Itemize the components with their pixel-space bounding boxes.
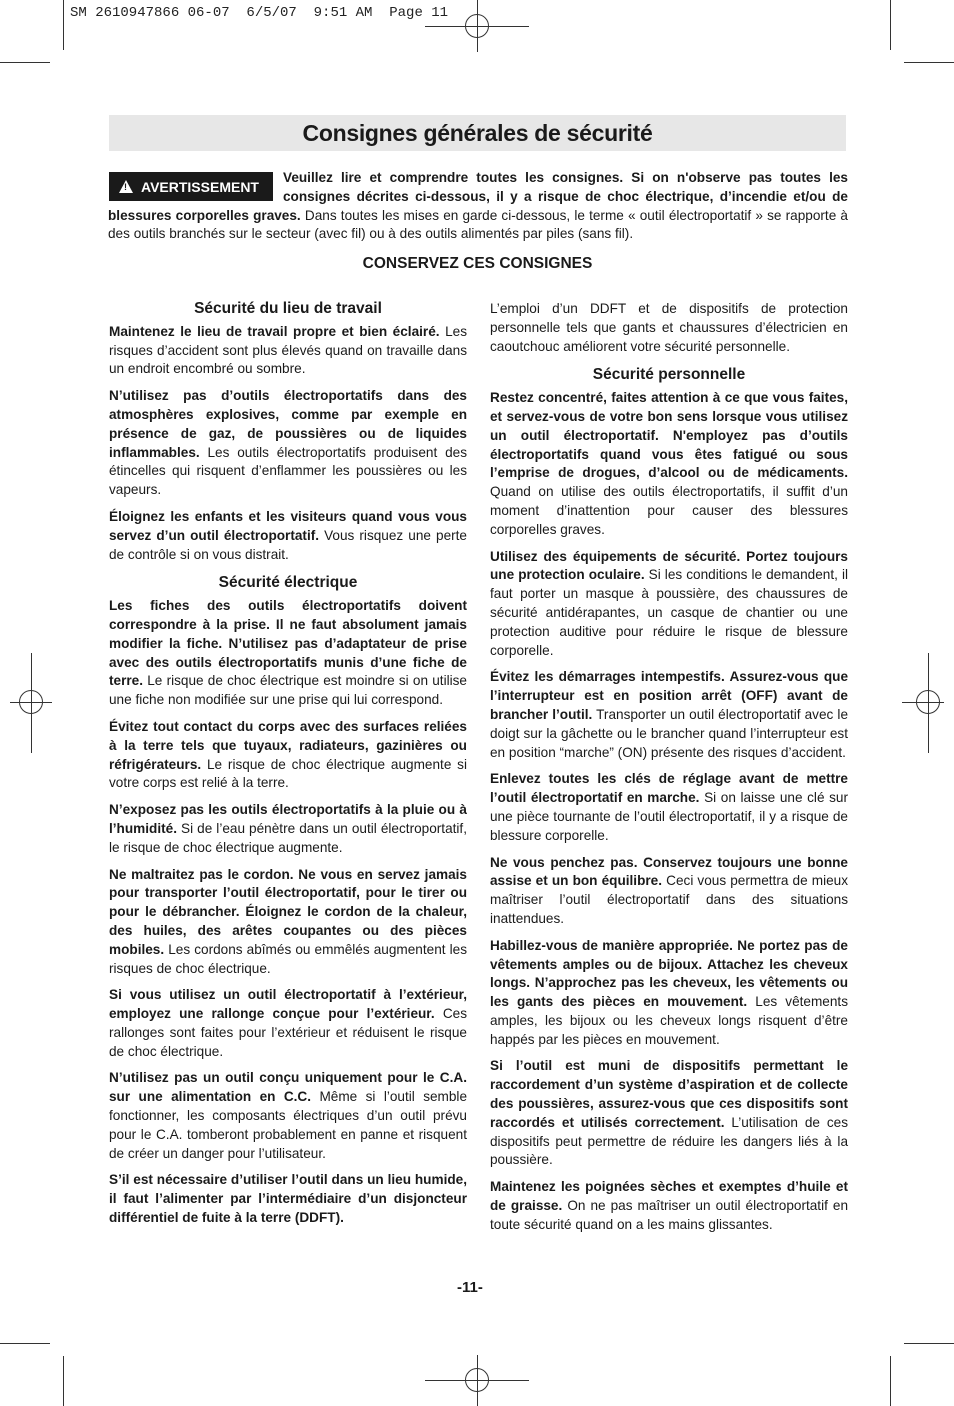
paragraph: Habillez-vous de manière appropriée. Ne portez pas de vêtements amples ou de bijoux. Attachez les cheveux longs. N’approchez pas les cheveux, les vêtements ou les gants des pièces en mouvement. Les vêtements amples, les bijoux ou les cheveux longs risquent d’être happés par les pièces en mouvement.	[490, 937, 849, 1047]
paragraph: Si vous utilisez un outil électroportatif à l’extérieur, employez une rallonge conçue pour l’extérieur. Ces rallonges sont faites pour l’extérieur et réduisent le risque de choc électrique.	[109, 987, 467, 1059]
page-number: -11-	[457, 1279, 483, 1296]
crop-mark	[63, 1356, 64, 1406]
paragraph: N’exposez pas les outils électroportatifs à la pluie ou à l’humidité. Si de l’eau pénètre dans un outil électroportatif, le risque de choc électrique augmente.	[109, 802, 467, 855]
paragraph: Évitez les démarrages intempestifs. Assurez-vous que l’interrupteur est en position arrêt (OFF) avant de brancher l’outil. Transporter un outil électroportatif avec le doigt sur la gâchette ou le brancher quand l’interrupteur est en position “marche” (ON) présente des risques d’accident.	[490, 669, 849, 760]
section-heading-personal: Sécurité personnelle	[592, 366, 746, 384]
warning-text: Dans toutes les mises en garde ci-dessous, le terme « outil électroportatif » se rapporte à des outils branchés sur le secteur (avec fil) ou à des outils alimentés par piles (sans fil).	[108, 207, 848, 242]
warning-badge	[109, 172, 273, 201]
paragraph: L’emploi d’un DDFT et de dispositifs de protection personnelle tels que gants et chaussures d’électricien en caoutchouc améliorent votre sécurité personnelle.	[490, 301, 848, 354]
crop-mark	[890, 0, 891, 50]
crop-mark	[904, 62, 954, 63]
registration-circle	[465, 1368, 489, 1392]
paragraph: Maintenez le lieu de travail propre et bien éclairé. Les risques d’accident sont plus élevés quand on travaille dans un endroit encombré ou sombre.	[109, 323, 467, 377]
warning-bold-text: Veuillez lire et comprendre toutes les consignes. Si on n'observe pas toutes les consignes décrites ci-dessous, il y a risque de choc électrique, d’incendie et/ou de blessures corporelles graves.	[108, 170, 848, 223]
crop-mark	[0, 62, 50, 63]
section-heading-work-area: Sécurité du lieu de travail	[194, 300, 382, 317]
section-heading-electrical: Sécurité électrique	[218, 574, 358, 592]
warning-badge-label: AVERTISSEMENT	[141, 178, 259, 195]
paragraph: Restez concentré, faites attention à ce que vous faites, et servez-vous de votre bon sens lorsque vous utilisez un outil électroportatif. N'employez pas d’outils électroportatifs quand vous êtes fatigué ou sous l’emprise de drogues, d’alcool ou de médicaments. Quand on utilise des outils électroportatifs, il suffit d’un moment d’inattention pour causer des blessures corporelles graves.	[490, 390, 848, 537]
registration-circle	[19, 690, 43, 714]
print-slug: SM 2610947866 06-07 6/5/07 9:51 AM Page 11	[70, 5, 449, 21]
registration-circle	[916, 690, 940, 714]
paragraph: Enlevez toutes les clés de réglage avant de mettre l’outil électroportatif en marche. Si on laisse une clé sur une pièce tournante de l’outil électroportatif, il y a risque de blessure corporelle.	[490, 771, 848, 843]
paragraph: Si l’outil est muni de dispositifs permettant le raccordement d’un système d’aspiration et de collecte des poussières, assurez-vous que ces dispositifs sont raccordés et utilisés correctement. L’utilisation de ces dispositifs peut permettre de réduire les dangers liés à la poussière.	[490, 1058, 848, 1168]
paragraph: Les fiches des outils électroportatifs doivent correspondre à la prise. Il ne faut absolument jamais modifier la fiche. N’utilisez pas d’adaptateur de prise avec des outils électroportatifs munis d’une fiche de terre. Le risque de choc électrique est moindre si on utilise une fiche non modifiée sur une prise qui lui correspond.	[109, 598, 467, 708]
page-title: Consignes générales de sécurité	[302, 119, 653, 146]
crop-mark	[904, 1343, 954, 1344]
paragraph: Évitez tout contact du corps avec des surfaces reliées à la terre tels que tuyaux, radiateurs, gazinières ou réfrigérateurs. Le risque de choc électrique augmente si votre corps est relié à la terre.	[109, 718, 467, 791]
crop-mark	[890, 1356, 891, 1406]
paragraph: Utilisez des équipements de sécurité. Portez toujours une protection oculaire. Si les conditions le demandent, il faut porter un masque à poussière, des chaussures de sécurité antidérapantes, un casque de chantier ou une protection auditive pour réduire le risque de blessure corporelle.	[490, 548, 848, 658]
paragraph: Maintenez les poignées sèches et exemptes d’huile et de graisse. On ne pas maîtriser un outil électroportatif en toute sécurité quand on a les mains glissantes.	[490, 1179, 849, 1232]
right-column	[490, 300, 848, 1243]
paragraph: Ne maltraitez pas le cordon. Ne vous en servez jamais pour transporter l’outil électroportatif, pour le tirer ou pour le débrancher. Éloignez le cordon de la chaleur, des huiles, des arêtes coupantes ou des pièces mobiles. Les cordons abîmés ou emmêlés augmentent les risques de choc électrique.	[109, 866, 467, 976]
paragraph: S’il est nécessaire d’utiliser l’outil dans un lieu humide, il faut l’alimenter par l’intermédiaire d’un disjoncteur différentiel de fuite à la terre (DDFT).	[109, 1172, 467, 1226]
crop-mark	[0, 1343, 50, 1344]
paragraph: Ne vous penchez pas. Conservez toujours une bonne assise et un bon équilibre. Ceci vous permettra de mieux maîtriser l’outil électroportatif dans des situations inattendues.	[490, 854, 849, 926]
paragraph: N’utilisez pas un outil conçu uniquement pour le C.A. sur une alimentation en C.C. Même si l’outil semble fonctionner, les composants électriques d’un outil prévu pour le C.A. tomberont probablement en panne et risquent de créer un danger pour l’utilisateur.	[109, 1070, 468, 1161]
title-bar	[109, 115, 846, 151]
left-column	[109, 300, 467, 1236]
paragraph: N’utilisez pas d’outils électroportatifs dans des atmosphères explosives, comme par exemple en présence de gaz, de poussières ou de liquides inflammables. Les outils électroportatifs produisent des étincelles qui risquent d’enflammer les poussières ou les vapeurs.	[109, 388, 467, 498]
registration-circle	[465, 14, 489, 38]
paragraph: Éloignez les enfants et les visiteurs quand vous vous servez d’un outil électroportatif. Vous risquez une perte de contrôle si on vous distrait.	[109, 508, 467, 562]
warning-triangle-icon: !	[119, 180, 133, 193]
crop-mark	[63, 0, 64, 50]
keep-instructions-heading: CONSERVEZ CES CONSIGNES	[362, 255, 593, 272]
